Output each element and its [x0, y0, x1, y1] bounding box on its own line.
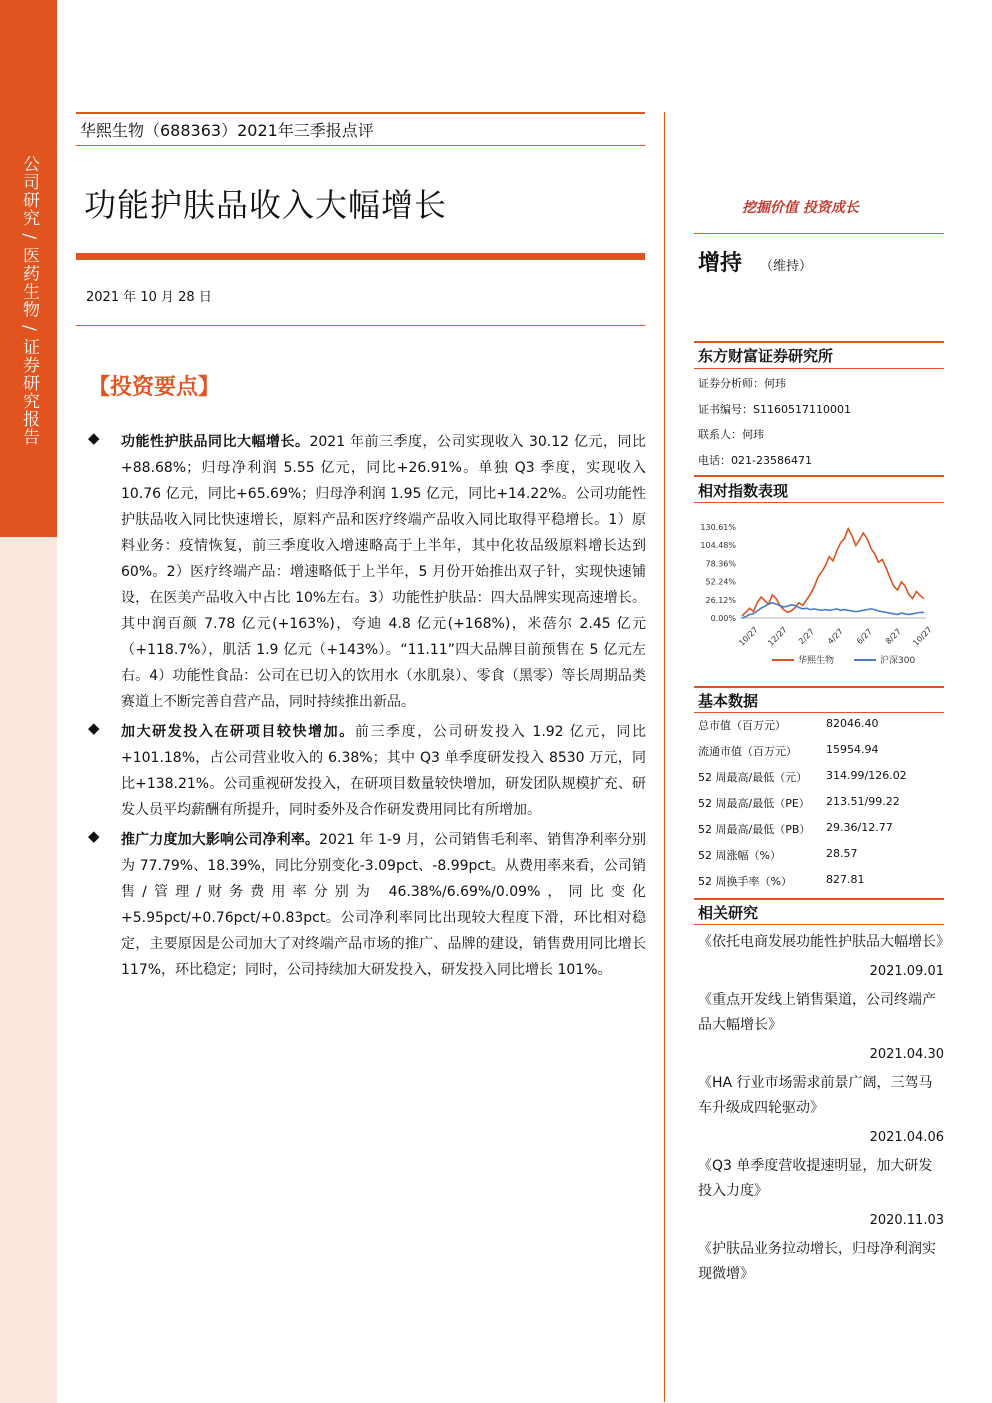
column-divider: [664, 112, 665, 1402]
y-tick-label: 104.48%: [700, 541, 736, 551]
report-date: 2021 年 10 月 28 日: [86, 290, 212, 305]
report-title: 华熙生物（688363）2021年三季报点评: [80, 121, 374, 140]
legend-label: 华熙生物: [798, 656, 835, 666]
basic-rule: [694, 712, 944, 713]
related-top-rule: [694, 898, 944, 900]
x-tick-label: 12/27: [766, 625, 789, 648]
related-item-date: 2021.04.06: [869, 1130, 944, 1145]
related-item: [698, 1237, 944, 1287]
related-item-title: 《HA 行业市场需求前景广阔，三驾马车升级成四轮驱动》: [698, 1075, 933, 1116]
rating-top-rule: [694, 233, 944, 234]
relative-performance-chart: [694, 517, 944, 677]
basic-top-rule: [694, 686, 944, 688]
y-tick-label: 130.61%: [700, 523, 736, 532]
related-title: 相关研究: [698, 904, 759, 922]
rating-sub: （维持）: [760, 259, 813, 274]
title-bar: [76, 253, 645, 260]
basic-data-key: 52 周涨幅（%）: [698, 849, 781, 862]
basic-data-value: 15954.94: [826, 743, 879, 756]
index-rule: [694, 502, 944, 503]
y-tick-label: 52.24%: [705, 577, 736, 587]
basic-data-value: 28.57: [826, 847, 858, 860]
related-research-list: [698, 930, 950, 1287]
section-title: 【投资要点】: [88, 375, 221, 400]
analyst: 证券分析师：何玮: [698, 377, 786, 390]
date-rule: [76, 325, 645, 326]
index-top-rule: [694, 475, 944, 477]
slogan: 挖掘价值 投资成长: [742, 200, 859, 216]
point-text: 2021 年 1-9 月，公司销售毛利率、销售净利率分别为 77.79%、18.39%，同比分别变化-3.09pct、-8.99pct。从费用率来看，公司销售/管理/财务费用率分别为 46.38%/6.69%/0.09%，同比变化+5.95pct/+0.76pct/+0.83pct。公司净利率同比出现较大程度下滑，环比相对稳定，主要原因是公司加大了对终端产品市场的推广、品牌的建设，销售费用同比增长 117%，环比稳定；同时，公司持续加大研发投入，研发投入同比增长 101%。: [121, 832, 646, 978]
related-item-date: 2020.11.03: [869, 1213, 944, 1228]
basic-data-key: 52 周最高/最低（PB）: [698, 823, 811, 836]
point-heading: 功能性护肤品同比大幅增长。: [121, 434, 310, 450]
related-item-date: 2021.04.30: [869, 1047, 944, 1062]
sidebar-category: 公司研究 / 医药生物 / 证券研究报告: [19, 155, 39, 447]
y-tick-label: 26.12%: [705, 595, 736, 605]
x-tick-label: 10/27: [737, 625, 760, 648]
institute-rule: [694, 368, 944, 369]
basic-data-value: 213.51/99.22: [826, 795, 900, 808]
basic-data-value: 82046.40: [826, 717, 879, 730]
institute-name: 东方财富证券研究所: [698, 347, 834, 365]
basic-data-value: 314.99/126.02: [826, 769, 907, 782]
basic-data-value: 29.36/12.77: [826, 821, 893, 834]
basic-data-key: 52 周最高/最低（元）: [698, 771, 808, 784]
point-heading: 推广力度加大影响公司净利率。: [121, 832, 320, 848]
x-tick-label: 8/27: [883, 626, 904, 647]
series-line-0: [742, 529, 924, 616]
related-item-title: 《护肤品业务拉动增长，归母净利润实现微增》: [698, 1241, 936, 1282]
series-line-1: [742, 603, 924, 618]
x-tick-label: 10/27: [911, 625, 934, 648]
header-top-rule: [76, 112, 645, 114]
related-item: [698, 1154, 944, 1234]
point-item: [86, 429, 646, 715]
index-perf-title: 相对指数表现: [698, 482, 789, 500]
contact: 联系人：何玮: [698, 428, 764, 441]
x-tick-label: 4/27: [825, 626, 846, 647]
basic-data-key: 52 周最高/最低（PE）: [698, 797, 810, 810]
related-rule: [694, 924, 944, 925]
license-number: 证书编号：S1160517110001: [698, 403, 851, 416]
diamond-bullet-icon: ◆: [88, 429, 100, 447]
page-title: 功能护肤品收入大幅增长: [84, 186, 448, 224]
related-item: [698, 930, 950, 985]
legend-label: 沪深300: [880, 656, 916, 666]
point-text: 2021 年前三季度，公司实现收入 30.12 亿元，同比+88.68%；归母净利润 5.55 亿元，同比+26.91%。单独 Q3 季度，实现收入 10.76 亿元，同比+65.69%；归母净利润 1.95 亿元，同比+14.22%。公司功能性护肤品收入同比快速增长，原料产品和医疗终端产品收入同比取得平稳增长。1）原料业务：疫情恢复，前三季度收入增速略高于上半年，其中化妆品级原料增长达到 60%。2）医疗终端产品：增速略低于上半年，5 月份开始推出双子针，实现快速铺设，在医美产品收入中占比 10%左右。3）功能性护肤品：四大品牌实现高速增长。其中润百颜 7.78 亿元(+163%)，夸迪 4.8 亿元(+168%)，米蓓尔 2.45 亿元（+118.7%），肌活 1.9 亿元（+143%）。“11.11”四大品牌目前预售在 5 亿元左右。4）功能性食品：公司在已切入的饮用水（水肌泉）、零食（黑零）等长周期品类赛道上不断完善自营产品，同时持续推出新品。: [121, 434, 647, 710]
related-item: [698, 1071, 944, 1151]
related-item-date: 2021.09.01: [869, 964, 944, 979]
related-item: [698, 988, 944, 1068]
institute-top-rule: [694, 341, 944, 343]
related-item-title: 《依托电商发展功能性护肤品大幅增长》: [698, 934, 950, 950]
investment-points: [86, 429, 646, 987]
diamond-bullet-icon: ◆: [88, 719, 100, 737]
sidebar-band-lower: [0, 537, 57, 1403]
point-item: [86, 719, 646, 823]
header-bottom-rule: [76, 145, 645, 146]
basic-data-key: 52 周换手率（%）: [698, 875, 792, 888]
basic-data-key: 总市值（百万元）: [698, 719, 786, 732]
basic-data-title: 基本数据: [698, 692, 759, 710]
point-item: [86, 827, 646, 983]
y-tick-label: 0.00%: [710, 614, 736, 623]
diamond-bullet-icon: ◆: [88, 827, 100, 845]
y-tick-label: 78.36%: [705, 559, 736, 569]
rating-label: 增持: [698, 251, 743, 276]
basic-data-value: 827.81: [826, 873, 865, 886]
related-item-title: 《重点开发线上销售渠道，公司终端产品大幅增长》: [698, 992, 936, 1033]
related-item-title: 《Q3 单季度营收提速明显，加大研发投入力度》: [698, 1158, 933, 1199]
phone: 电话：021-23586471: [698, 454, 812, 467]
x-tick-label: 6/27: [854, 626, 875, 647]
x-tick-label: 2/27: [796, 626, 817, 647]
point-text: 前三季度，公司研发投入 1.92 亿元，同比+101.18%，占公司营业收入的 6.38%；其中 Q3 单季度研发投入 8530 万元，同比+138.21%。公司重视研发投入，在研项目数量较快增加，研发团队规模扩充、研发人员平均薪酬有所提升，同时委外及合作研发费用同比有所增加。: [121, 724, 646, 818]
basic-data-key: 流通市值（百万元）: [698, 745, 797, 758]
point-heading: 加大研发投入在研项目较快增加。: [121, 724, 355, 740]
